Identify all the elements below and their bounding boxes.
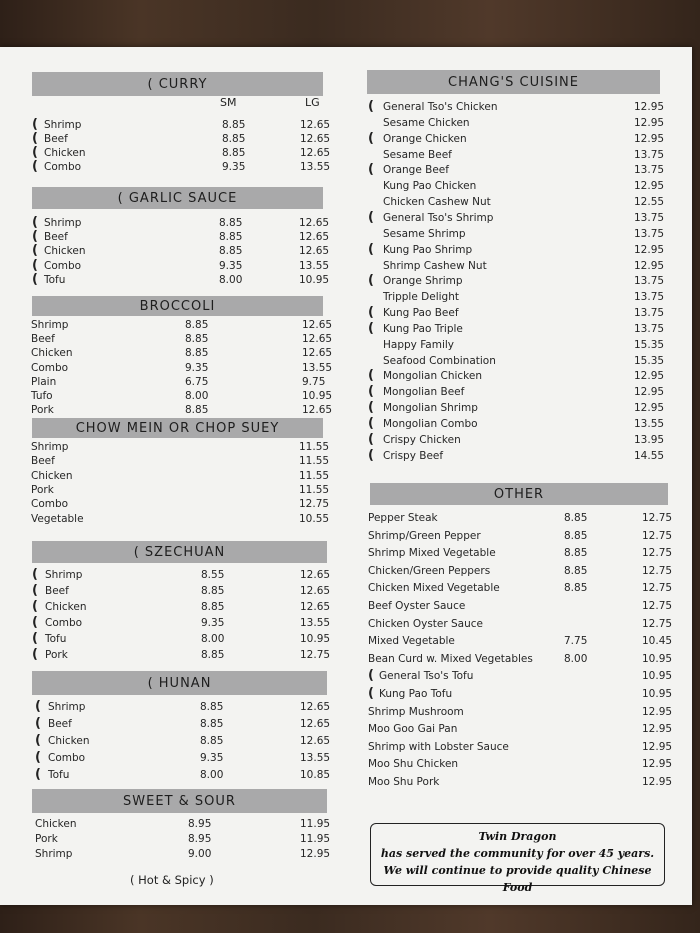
menu-row [0,547,692,562]
item-name: Shrimp [48,701,86,713]
price: 11.55 [299,483,330,496]
price-small: 8.85 [185,347,209,360]
price-large: 13.55 [300,752,331,764]
hot-spicy-mark: ( [368,99,374,114]
hot-spicy-mark: ( [32,215,38,230]
price-large: 12.65 [299,217,330,229]
hot-spicy-mark: ( [35,750,41,765]
price-small: 8.85 [200,701,224,713]
menu-row [0,512,692,527]
price-large: 12.75 [642,600,673,612]
price-large: 12.65 [302,319,333,331]
menu-row [0,758,692,773]
price-small: 8.85 [201,585,225,597]
price-large: 12.65 [300,133,331,145]
item-name: Shrimp [31,319,69,331]
price: 13.75 [634,322,665,335]
price-large: 12.75 [642,547,673,560]
item-name: Shrimp [35,848,73,860]
price-large: 12.75 [642,512,673,524]
item-name: Combo [31,361,69,374]
item-name: Chicken [31,347,73,360]
hot-spicy-mark: ( [35,733,41,748]
hot-spicy-mark: ( [368,305,374,321]
hot-spicy-mark: ( [35,699,41,714]
menu-row [0,196,692,211]
hot-spicy-mark: ( [368,431,374,447]
item-name: Kung Pao Triple [383,322,463,335]
price-large: 10.45 [642,635,673,648]
menu-row [0,631,692,650]
garlic-sauce-header: ( GARLIC SAUCE [32,187,323,209]
price-small: 8.85 [222,119,246,131]
item-name: Chicken Cashew Nut [383,196,491,209]
price-small: 9.00 [188,848,212,860]
price-large: 13.55 [302,361,333,374]
item-name: Beef [44,231,68,244]
menu-row [0,117,692,132]
price-large: 12.75 [642,564,673,577]
menu-row [0,565,692,580]
menu-row [0,180,692,195]
price-small: 8.85 [222,133,246,145]
item-name: Kung Pao Shrimp [383,243,473,256]
price-small: 9.35 [201,617,225,629]
item-name: Kung Pao Chicken [383,180,477,193]
price-large: 10.95 [642,688,673,700]
item-name: Tofu [45,633,67,645]
menu-row [0,339,692,354]
item-name: Chicken Oyster Sauce [368,617,484,630]
curry-sm-header: SM [220,96,237,109]
hot-spicy-mark: ( [368,400,374,416]
item-name: Beef Oyster Sauce [368,600,466,612]
price-small: 8.85 [185,333,209,346]
menu-row [0,818,345,833]
menu-row [0,271,692,290]
price: 12.95 [634,132,665,145]
price: 15.35 [634,338,665,351]
price-large: 12.65 [300,119,331,131]
menu-row [0,291,692,306]
price-small: 9.35 [222,161,246,173]
price: 12.95 [634,259,665,272]
hot-spicy-mark: ( [35,716,41,731]
item-name: Chicken [48,735,90,747]
price-large: 12.65 [299,231,330,244]
price-large: 12.75 [642,617,673,630]
price-large: 11.95 [300,833,331,845]
item-name: Combo [44,259,82,272]
price-large: 12.65 [300,701,331,713]
price: 13.75 [634,291,665,304]
price-small: 8.85 [564,547,588,560]
hot-spicy-mark: ( [32,159,38,174]
menu-row [0,241,692,259]
hot-spicy-mark: ( [368,241,374,257]
price-large: 12.65 [300,585,331,597]
item-name: Pork [35,833,58,845]
menu-row [0,386,692,401]
price-small: 8.85 [219,245,243,258]
menu-row [0,431,692,449]
menu-row [0,723,692,738]
hot-spicy-mark: ( [32,567,38,582]
note-line-served: has served the community for over 45 years. [380,847,655,860]
menu-row [0,101,692,116]
hot-spicy-mark: ( [32,271,38,287]
item-name: Crispy Chicken [383,433,461,446]
price: 12.75 [299,498,330,511]
price-small: 8.85 [219,231,243,244]
price-large: 12.65 [300,147,331,159]
price-large: 10.95 [299,273,330,286]
hot-spicy-mark: ( [368,320,374,336]
item-name: Sesame Chicken [383,116,470,129]
item-name: Chicken [45,601,87,613]
price-large: 12.75 [642,529,673,542]
item-name: Chicken [44,245,86,258]
note-title: Twin Dragon [478,830,557,843]
price-small: 8.00 [564,652,588,665]
item-name: Sesame Beef [383,148,452,161]
price-small: 8.85 [200,735,224,747]
hot-spicy-mark: ( [32,257,38,273]
item-name: Shrimp/Green Pepper [368,529,481,542]
item-name: Moo Shu Chicken [368,758,459,771]
item-name: Kung Pao Beef [383,307,459,320]
price-small: 8.85 [564,582,588,595]
item-name: Combo [45,617,83,629]
item-name: Mongolian Chicken [383,370,482,383]
price: 12.55 [634,196,665,209]
hot-spicy-mark: ( [32,647,38,662]
item-name: Mongolian Beef [383,386,465,399]
price: 12.95 [634,243,665,256]
item-name: Plain [31,375,57,388]
hot-spicy-mark: ( [32,117,38,132]
price-small: 8.85 [564,512,588,524]
price-small: 8.00 [185,390,209,402]
price: 12.95 [634,180,665,193]
item-name: Beef [31,333,55,346]
price-small: 9.35 [185,361,209,374]
item-name: Pork [31,483,54,496]
menu-row [0,582,692,597]
price-large: 12.65 [302,347,333,360]
item-name: Combo [44,161,82,173]
menu-row [0,307,692,322]
price-large: 10.95 [642,652,673,665]
price-small: 6.75 [185,375,209,388]
menu-row [0,370,692,385]
price-large: 12.95 [642,740,673,753]
item-name: Orange Beef [383,164,449,177]
item-name: Vegetable [31,512,84,525]
curry-header: ( CURRY [32,72,323,96]
menu-row [0,320,692,338]
item-name: Shrimp [44,119,82,131]
hot-spicy-mark: ( [368,416,374,431]
price: 13.75 [634,275,665,288]
price: 11.55 [299,455,330,468]
price-small: 9.35 [219,259,243,272]
hot-spicy-mark: ( [32,583,38,598]
menu-row [0,848,345,863]
item-name: Beef [31,455,55,468]
menu-row [0,530,692,545]
price: 12.95 [634,116,665,129]
price-small: 8.00 [200,769,224,781]
item-name: Shrimp [31,441,69,453]
price-large: 12.95 [642,776,673,788]
price-large: 12.65 [300,718,331,730]
price-large: 10.95 [300,633,331,645]
price-large: 10.95 [642,670,673,683]
price-large: 9.75 [302,375,326,388]
hot-spicy-mark: ( [368,130,374,146]
szechuan-header: ( SZECHUAN [32,541,327,563]
item-name: Combo [48,752,86,764]
item-name: Shrimp Mushroom [368,705,464,718]
price-large: 12.95 [642,705,673,718]
hunan-header: ( HUNAN [32,671,327,695]
hot-spicy-mark: ( [368,273,374,289]
price: 13.75 [634,307,665,320]
price-large: 12.65 [300,601,331,613]
item-name: Chicken [31,469,73,482]
item-name: Beef [48,718,72,730]
price-small: 8.85 [201,601,225,613]
menu-row [0,741,692,756]
menu-row [0,470,345,485]
price-large: 10.95 [302,390,333,402]
hot-spicy-mark: ( [368,447,374,463]
price-small: 7.75 [564,635,588,648]
price: 10.55 [299,512,330,525]
price-large: 12.75 [642,582,673,595]
price: 13.75 [634,211,665,224]
price-large: 12.65 [302,404,333,417]
price-large: 12.65 [302,333,333,346]
price-large: 12.95 [642,758,673,771]
price-small: 8.95 [188,833,212,845]
hot-spicy-legend: ( Hot & Spicy ) [130,873,214,887]
menu-row [0,418,692,433]
item-name: Moo Shu Pork [368,776,440,788]
price: 11.55 [299,469,330,482]
price-large: 12.65 [300,569,331,581]
price-small: 8.85 [185,404,209,417]
menu-row [0,484,345,499]
menu-row [0,498,345,513]
price-small: 8.85 [185,319,209,331]
hot-spicy-mark: ( [368,368,374,384]
price-large: 11.95 [300,818,331,830]
price: 13.95 [634,433,665,446]
hot-spicy-mark: ( [368,209,374,225]
hot-spicy-mark: ( [32,243,38,259]
item-name: Mixed Vegetable [368,635,455,648]
price-small: 8.85 [201,649,225,661]
item-name: Beef [44,133,68,145]
price-small: 8.85 [200,718,224,730]
hot-spicy-mark: ( [35,767,41,782]
menu-row [0,833,345,848]
price-large: 10.85 [300,769,331,781]
menu-row [0,145,692,164]
item-name: Kung Pao Tofu [379,688,453,700]
menu-row [0,402,692,417]
sweet-sour-header: SWEET & SOUR [32,789,327,813]
item-name: Chicken/Green Peppers [368,564,491,577]
item-name: Shrimp Mixed Vegetable [368,547,496,560]
curry-lg-header: LG [305,96,320,109]
price-small: 8.85 [219,217,243,229]
hot-spicy-mark: ( [32,229,38,245]
item-name: Sesame Shrimp [383,227,466,240]
menu-row [0,209,692,230]
menu-row [0,615,692,633]
item-name: Orange Shrimp [383,275,463,288]
item-name: Pepper Steak [368,512,438,524]
price-large: 12.95 [300,848,331,860]
hot-spicy-mark: ( [368,668,374,684]
price-small: 8.85 [564,529,588,542]
menu-row [0,228,692,243]
price-large: 12.65 [299,245,330,258]
price-small: 9.35 [200,752,224,764]
price: 12.95 [634,370,665,383]
hot-spicy-mark: ( [368,686,374,701]
item-name: General Tso's Tofu [379,670,474,683]
menu-row [0,670,692,685]
item-name: Tofu [48,769,70,781]
other-header: OTHER [370,483,668,505]
price: 13.75 [634,164,665,177]
item-name: Chicken [35,818,77,830]
item-name: Happy Family [383,338,454,351]
price-small: 8.85 [564,564,588,577]
item-name: Orange Chicken [383,132,467,145]
item-name: General Tso's Chicken [383,101,498,113]
twin-dragon-note [370,823,665,894]
item-name: Mongolian Combo [383,418,478,430]
menu-row [0,688,692,703]
menu-row [0,776,692,791]
item-name: Tripple Delight [383,291,459,304]
price-large: 12.65 [300,735,331,747]
item-name: Bean Curd w. Mixed Vegetables [368,652,533,665]
price-large: 13.55 [299,259,330,272]
price-small: 8.55 [201,569,225,581]
price: 12.95 [634,386,665,399]
item-name: Shrimp with Lobster Sauce [368,740,509,753]
price: 13.75 [634,148,665,161]
price: 14.55 [634,449,665,462]
hot-spicy-mark: ( [32,131,38,146]
hot-spicy-mark: ( [32,615,38,630]
item-name: Seafood Combination [383,354,496,367]
hot-spicy-mark: ( [368,384,374,400]
price: 11.55 [299,441,330,453]
hot-spicy-mark: ( [32,631,38,646]
item-name: Shrimp Cashew Nut [383,259,487,272]
menu-row [0,164,692,179]
price-small: 8.85 [222,147,246,159]
item-name: Pork [45,649,68,661]
menu-row [0,257,692,275]
broccoli-header: BROCCOLI [32,296,323,316]
price: 12.95 [634,101,665,113]
item-name: Mongolian Shrimp [383,402,478,415]
item-name: Combo [31,498,69,511]
price-large: 13.55 [300,617,331,629]
price: 12.95 [634,402,665,415]
hot-spicy-mark: ( [368,162,374,178]
chow-mein-header: CHOW MEIN OR CHOP SUEY [32,418,323,438]
item-name: Shrimp [44,217,82,229]
item-name: Beef [45,585,69,597]
price: 15.35 [634,354,665,367]
price-small: 8.00 [219,273,243,286]
item-name: Chicken Mixed Vegetable [368,582,500,595]
item-name: Moo Goo Gai Pan [368,723,458,736]
item-name: Tofu [44,273,66,286]
note-line-continue: We will continue to provide quality Chinese Food [383,864,652,894]
item-name: Chicken [44,147,86,159]
hot-spicy-mark: ( [32,599,38,614]
item-name: Tufo [31,390,53,402]
price-large: 12.75 [300,649,331,661]
menu-row [0,706,692,721]
changs-cuisine-header: CHANG'S CUISINE [367,70,660,94]
menu-row [0,355,692,370]
menu-row [0,600,692,615]
price: 13.55 [634,418,665,430]
price-large: 12.95 [642,723,673,736]
price-small: 8.95 [188,818,212,830]
item-name: General Tso's Shrimp [383,211,494,224]
hot-spicy-mark: ( [32,145,38,160]
price-small: 8.00 [201,633,225,645]
item-name: Pork [31,404,54,417]
item-name: Shrimp [45,569,83,581]
item-name: Crispy Beef [383,449,444,462]
menu-row [0,130,692,148]
price-large: 13.55 [300,161,331,173]
menu-row [0,653,692,668]
price: 13.75 [634,227,665,240]
